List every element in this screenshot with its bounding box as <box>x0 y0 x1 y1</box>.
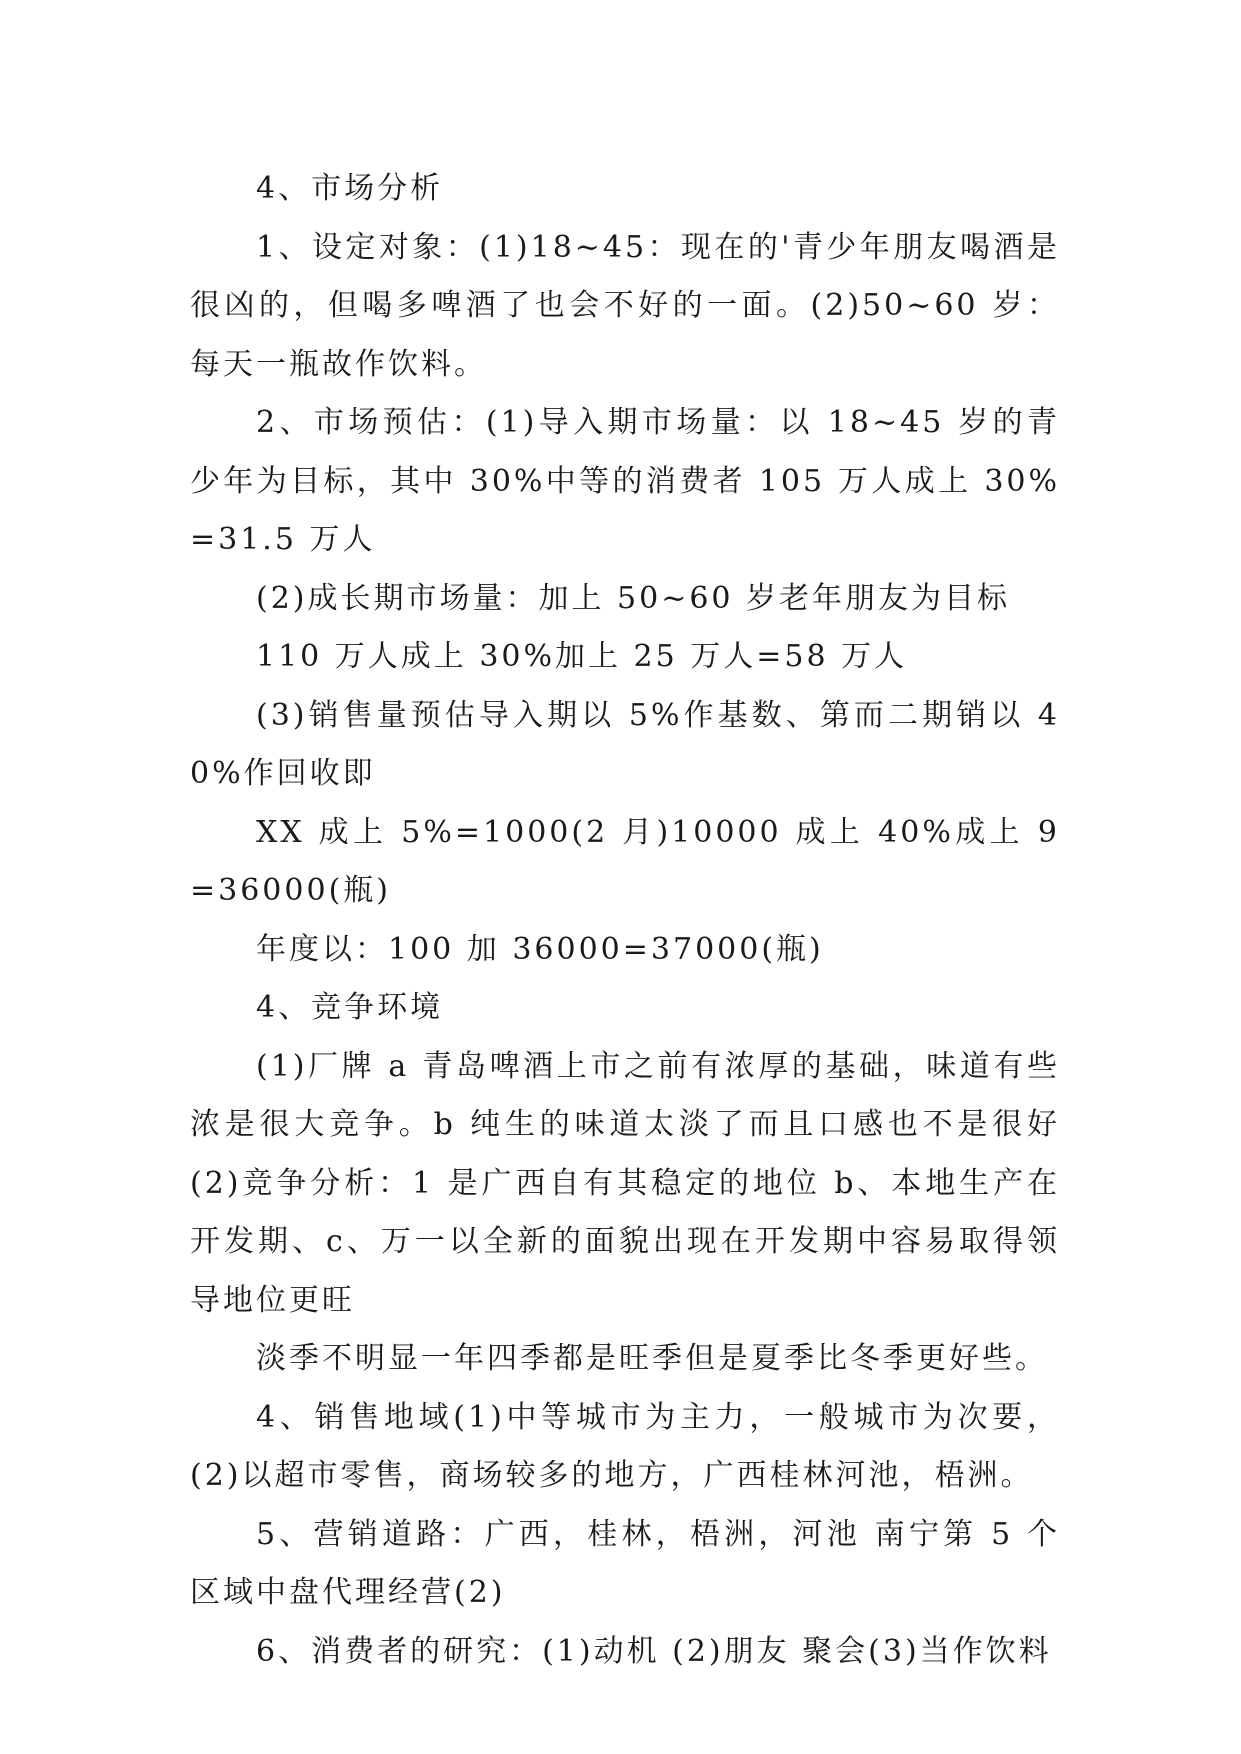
paragraph-sales-estimate: (3)销售量预估导入期以 5%作基数、第而二期销以 40%作回收即 <box>190 697 1060 791</box>
heading-market-analysis: 4、市场分析 <box>256 171 444 206</box>
paragraph-sales-region: 4、销售地域(1)中等城市为主力，一般城市为次要，(2)以超市零售，商场较多的地方，广西桂林河池，梧洲。 <box>190 1399 1060 1493</box>
heading-competition: 4、竞争环境 <box>256 990 444 1025</box>
paragraph-growth-stage: (2)成长期市场量：加上 50~60 岁老年朋友为目标 <box>256 580 1011 616</box>
paragraph-target-audience: 1、设定对象：(1)18~45：现在的'青少年朋友喝酒是很凶的，但喝多啤酒了也会不好的一面。(2)50~60 岁：每天一瓶故作饮料。 <box>190 229 1060 382</box>
document-body <box>190 160 1060 1681</box>
paragraph-consumer-research: 6、消费者的研究：(1)动机 (2)朋友 聚会(3)当作饮料 <box>256 1633 1052 1669</box>
paragraph-sales-calc: XX 成上 5%=1000(2 月)10000 成上 40%成上 9=36000(瓶) <box>190 814 1060 908</box>
paragraph-growth-calc: 110 万人成上 30%加上 25 万人=58 万人 <box>256 639 908 674</box>
paragraph-competition-detail: (1)厂牌 a 青岛啤酒上市之前有浓厚的基础，味道有些浓是很大竞争。b 纯生的味道太淡了而且口感也不是很好(2)竞争分析：1 是广西自有其稳定的地位 b、本地生产在开发期、c、万一以全新的面貌出现在开发期中容易取得领导地位更旺 <box>190 1048 1060 1318</box>
paragraph-market-estimate: 2、市场预估：(1)导入期市场量：以 18~45 岁的青少年为目标，其中 30%中等的消费者 105 万人成上 30%=31.5 万人 <box>190 405 1060 557</box>
paragraph-seasonality: 淡季不明显一年四季都是旺季但是夏季比冬季更好些。 <box>256 1341 1048 1376</box>
paragraph-marketing-channels: 5、营销道路：广西，桂林，梧洲，河池 南宁第 5 个区域中盘代理经营(2) <box>190 1516 1060 1610</box>
paragraph-annual-total: 年度以：100 加 36000=37000(瓶) <box>256 931 824 967</box>
